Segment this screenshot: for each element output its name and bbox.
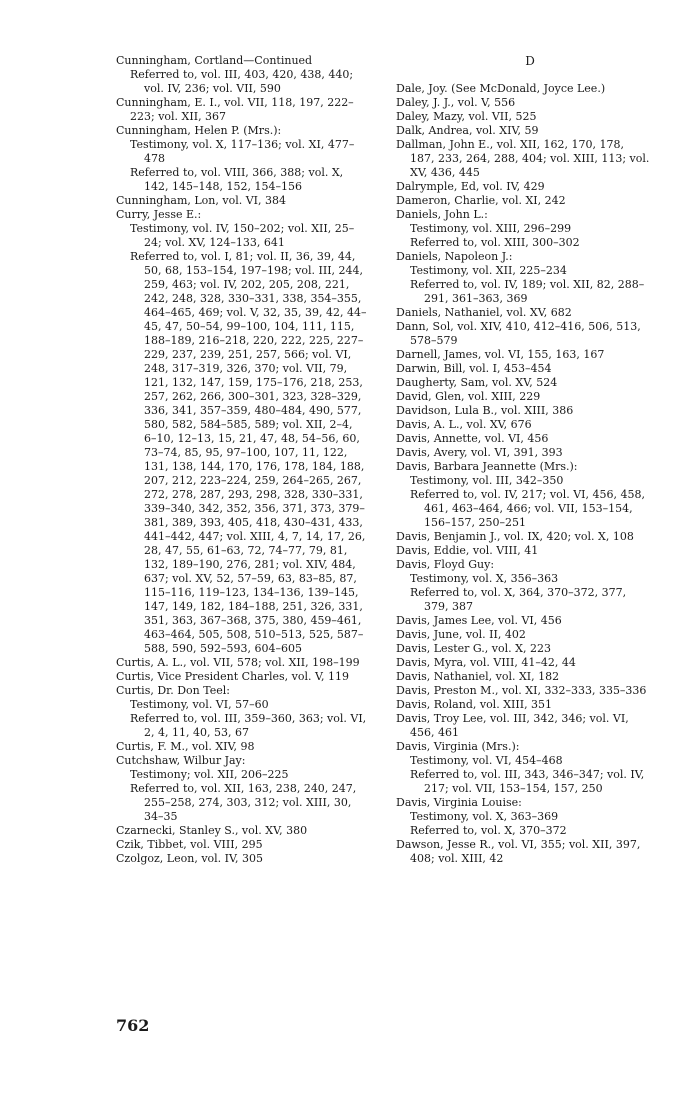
index-entry: Davis, Troy Lee, vol. III, 342, 346; vol. VI, 456, 461 xyxy=(396,712,629,739)
index-subentry: Referred to, vol. I, 81; vol. II, 36, 39, 44, 50, 68, 153–154, 197–198; vol. III, 244, 259, 463; vol. IV, 202, 205, 208, 221, 242, 248, 328, 330–331, 338, 354–355, 464–465, 469; vol. V, 32, 35, 39, 42, 44–45, 47, 50–54, 99–100, 104, 111, 115, 188–189, 216–218, 220, 222, 225, 227–229, 237, 239, 251, 257, 566; vol. VI, 248, 317–319, 326, 370; vol. VII, 79, 121, 132, 147, 159, 175–176, 218, 253, 257, 262, 266, 300–301, 323, 328–329, 336, 341, 357–359, 480–484, 490, 577, 580, 582, 584–585, 589; vol. XII, 2–4, 6–10, 12–13, 15, 21, 47, 48, 54–56, 60, 73–74, 85, 95, 97–100, 107, 11, 122, 131, 138, 144, 170, 176, 178, 184, 188, 207, 212, 223–224, 259, 264–265, 267, 272, 278, 287, 293, 298, 328, 330–331, 339–340, 342, 352, 356, 371, 373, 379–381, 389, 393, 405, 418, 430–431, 433, 441–442, 447; vol. XIII, 4, 7, 14, 17, 26, 28, 47, 55, 61–63, 72, 74–77, 79, 81, 132, 189–190, 276, 281; vol. XIV, 484, 637; vol. XV, 52, 57–59, 63, 83–85, 87, 115–116, 119–123, 134–136, 139–145, 147, 149, 182, 184–188, 251, 326, 331, 351, 363, 367–368, 375, 380, 459–461, 463–464, 505, 508, 510–513, 525, 587–588, 590, 592–593, 604–605 xyxy=(130,250,367,655)
index-subentry: Testimony, vol. XIII, 296–299 xyxy=(410,222,572,235)
index-entry: Davis, Roland, vol. XIII, 351 xyxy=(396,698,553,711)
index-subentry: Testimony, vol. VI, 57–60 xyxy=(130,698,269,711)
index-entry: Davis, June, vol. II, 402 xyxy=(396,628,526,641)
index-entry: Daniels, Napoleon J.: xyxy=(396,250,513,263)
index-entry: Curtis, A. L., vol. VII, 578; vol. XII, 198–199 xyxy=(116,656,360,669)
index-subentry: Testimony, vol. X, 363–369 xyxy=(410,810,559,823)
index-entry: Davis, Benjamin J., vol. IX, 420; vol. X, 108 xyxy=(396,530,634,543)
index-entry: Dalk, Andrea, vol. XIV, 59 xyxy=(396,124,539,137)
index-entry: Curry, Jesse E.: xyxy=(116,208,202,221)
index-entry: Cunningham, E. I., vol. VII, 118, 197, 222–223; vol. XII, 367 xyxy=(116,96,354,123)
index-entry: Dameron, Charlie, vol. XI, 242 xyxy=(396,194,566,207)
index-entry: Davis, Eddie, vol. VIII, 41 xyxy=(396,544,539,557)
index-entry: Davis, Floyd Guy: xyxy=(396,558,495,571)
index-entry: Cunningham, Cortland—Continued xyxy=(116,54,313,67)
index-entry: Daley, Mazy, vol. VII, 525 xyxy=(396,110,537,123)
page-number: 762 xyxy=(116,1016,150,1035)
index-entry: Daugherty, Sam, vol. XV, 524 xyxy=(396,376,558,389)
index-subentry: Referred to, vol. X, 370–372 xyxy=(410,824,567,837)
index-entry: David, Glen, vol. XIII, 229 xyxy=(396,390,541,403)
index-entry: Dalrymple, Ed, vol. IV, 429 xyxy=(396,180,545,193)
index-subentry: Testimony; vol. XII, 206–225 xyxy=(130,768,289,781)
index-entry: Davis, Virginia (Mrs.): xyxy=(396,740,520,753)
index-entry: Curtis, Dr. Don Teel: xyxy=(116,684,230,697)
index-entry: Cunningham, Lon, vol. VI, 384 xyxy=(116,194,287,207)
index-entry: Daley, J. J., vol. V, 556 xyxy=(396,96,516,109)
index-subentry: Testimony, vol. X, 117–136; vol. XI, 477–478 xyxy=(130,138,355,165)
index-entry: Davis, Lester G., vol. X, 223 xyxy=(396,642,551,655)
index-subentry: Testimony, vol. IV, 150–202; vol. XII, 25–24; vol. XV, 124–133, 641 xyxy=(130,222,355,249)
index-subentry: Referred to, vol. IV, 189; vol. XII, 82, 288–291, 361–363, 369 xyxy=(410,278,645,305)
index-entry: Davis, James Lee, vol. VI, 456 xyxy=(396,614,562,627)
right-column xyxy=(396,54,650,866)
index-entry: Czolgoz, Leon, vol. IV, 305 xyxy=(116,852,264,865)
index-subentry: Testimony, vol. III, 342–350 xyxy=(410,474,564,487)
index-entry: Czik, Tibbet, vol. VIII, 295 xyxy=(116,838,263,851)
index-subentry: Referred to, vol. XII, 163, 238, 240, 247, 255–258, 274, 303, 312; vol. XIII, 30, 34–35 xyxy=(130,782,357,823)
index-subentry: Testimony, vol. XII, 225–234 xyxy=(410,264,567,277)
index-entry: Cutchshaw, Wilbur Jay: xyxy=(116,754,246,767)
index-subentry: Referred to, vol. III, 403, 420, 438, 440; vol. IV, 236; vol. VII, 590 xyxy=(130,68,354,95)
index-entry: Davis, Virginia Louise: xyxy=(396,796,522,809)
index-entry: Davis, A. L., vol. XV, 676 xyxy=(396,418,532,431)
index-subentry: Referred to, vol. XIII, 300–302 xyxy=(410,236,580,249)
index-entry: Davis, Myra, vol. VIII, 41–42, 44 xyxy=(396,656,576,669)
index-entry: Darwin, Bill, vol. I, 453–454 xyxy=(396,362,552,375)
index-subentry: Referred to, vol. X, 364, 370–372, 377, 379, 387 xyxy=(410,586,627,613)
index-entry: Darnell, James, vol. VI, 155, 163, 167 xyxy=(396,348,605,361)
left-column xyxy=(116,54,368,866)
index-entry: Dawson, Jesse R., vol. VI, 355; vol. XII, 397, 408; vol. XIII, 42 xyxy=(396,838,641,865)
index-entry: Dale, Joy. (See McDonald, Joyce Lee.) xyxy=(396,82,606,95)
index-subentry: Testimony, vol. VI, 454–468 xyxy=(410,754,563,767)
index-entry: Dann, Sol, vol. XIV, 410, 412–416, 506, 513, 578–579 xyxy=(396,320,641,347)
index-subentry: Referred to, vol. III, 359–360, 363; vol. VI, 2, 4, 11, 40, 53, 67 xyxy=(130,712,367,739)
index-entry: Daniels, John L.: xyxy=(396,208,488,221)
index-entry: Curtis, Vice President Charles, vol. V, 119 xyxy=(116,670,349,683)
index-entry: Davis, Annette, vol. VI, 456 xyxy=(396,432,549,445)
index-subentry: Referred to, vol. VIII, 366, 388; vol. X, 142, 145–148, 152, 154–156 xyxy=(130,166,344,193)
index-entry: Davis, Nathaniel, vol. XI, 182 xyxy=(396,670,560,683)
index-entry: Davis, Preston M., vol. XI, 332–333, 335–336 xyxy=(396,684,647,697)
index-entry: Daniels, Nathaniel, vol. XV, 682 xyxy=(396,306,572,319)
section-letter-heading: D xyxy=(525,54,535,68)
index-entry: Dallman, John E., vol. XII, 162, 170, 178, 187, 233, 264, 288, 404; vol. XIII, 113; vol. XV, 436, 445 xyxy=(396,138,650,179)
index-entry: Cunningham, Helen P. (Mrs.): xyxy=(116,124,282,137)
index-subentry: Referred to, vol. IV, 217; vol. VI, 456, 458, 461, 463–464, 466; vol. VII, 153–154, 156–157, 250–251 xyxy=(410,488,645,529)
index-entry: Davis, Avery, vol. VI, 391, 393 xyxy=(396,446,563,459)
index-subentry: Referred to, vol. III, 343, 346–347; vol. IV, 217; vol. VII, 153–154, 157, 250 xyxy=(410,768,645,795)
index-entry: Davidson, Lula B., vol. XIII, 386 xyxy=(396,404,574,417)
index-entry: Czarnecki, Stanley S., vol. XV, 380 xyxy=(116,824,308,837)
index-entry: Curtis, F. M., vol. XIV, 98 xyxy=(116,740,255,753)
index-subentry: Testimony, vol. X, 356–363 xyxy=(410,572,559,585)
index-entry: Davis, Barbara Jeannette (Mrs.): xyxy=(396,460,578,473)
